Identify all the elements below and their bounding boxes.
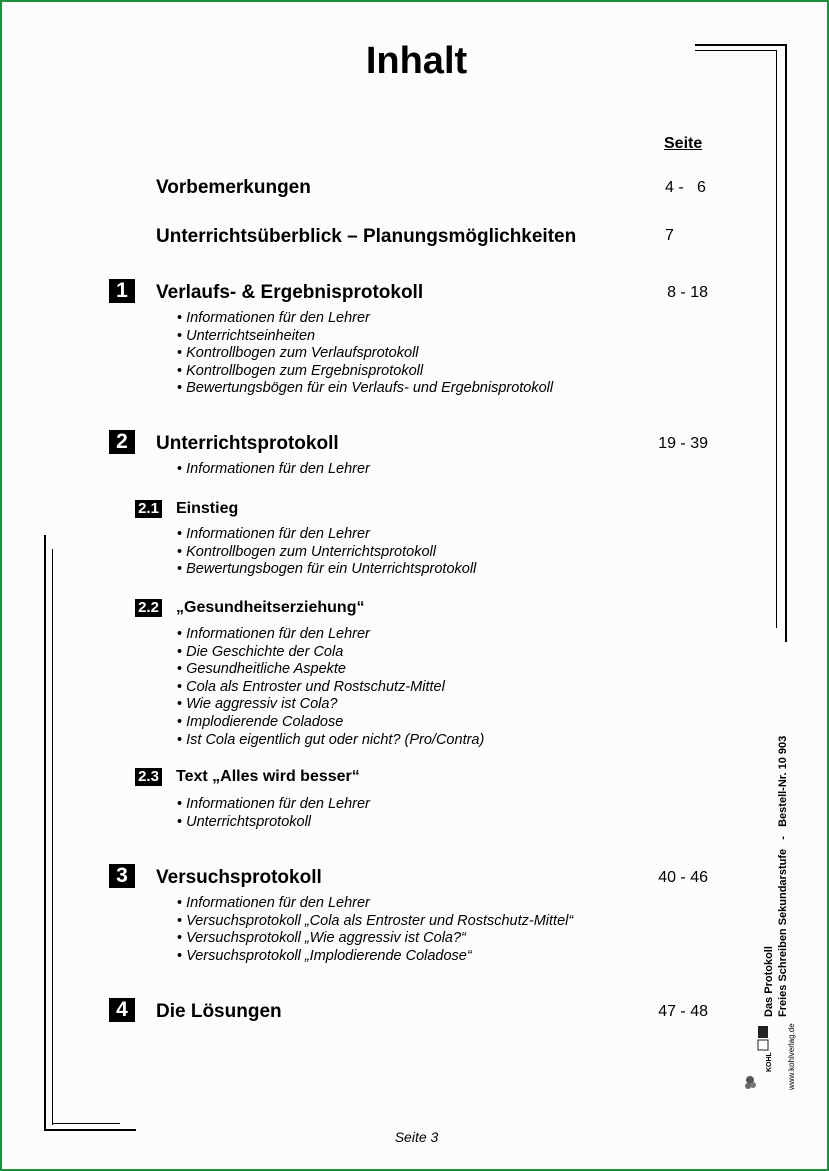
subsection-2-1-items xyxy=(177,526,476,579)
frame-line-right-inner xyxy=(776,50,777,628)
list-item: • Implodierende Coladose xyxy=(177,714,484,732)
list-item: • Unterrichtsprotokoll xyxy=(177,814,370,832)
list-item: • Versuchsprotokoll „Implodierende Coladose“ xyxy=(177,948,573,966)
page-title: Inhalt xyxy=(365,40,468,82)
seite-column-header: Seite xyxy=(664,135,703,152)
section-1-pages: 8 - 18 xyxy=(667,284,708,301)
sidebar-publication-info xyxy=(762,736,790,1017)
sidebar-subtitle: Freies Schreiben Sekundarstufe - Bestell-Nr. 10 903 xyxy=(777,735,789,1017)
list-item: • Die Geschichte der Cola xyxy=(177,644,484,662)
list-item: • Ist Cola eigentlich gut oder nicht? (Pro/Contra) xyxy=(177,732,484,750)
section-2-title: Unterrichtsprotokoll xyxy=(156,433,339,454)
list-item: • Informationen für den Lehrer xyxy=(177,310,553,328)
list-item: • Bewertungsbogen für ein Unterrichtsprotokoll xyxy=(177,561,476,579)
subsection-2-1-title: Einstieg xyxy=(176,500,239,517)
section-3-title: Versuchsprotokoll xyxy=(156,867,322,888)
section-4-pages: 47 - 48 xyxy=(658,1003,708,1020)
subsection-2-3-number: 2.3 xyxy=(135,768,162,786)
logo-text: KOHL xyxy=(766,1052,773,1072)
list-item: • Informationen für den Lehrer xyxy=(177,796,370,814)
publisher-url: www.kohlverlag.de xyxy=(787,1023,796,1090)
list-item: • Bewertungsbögen für ein Verlaufs- und Ergebnisprotokoll xyxy=(177,380,553,398)
list-item: • Unterrichtseinheiten xyxy=(177,328,553,346)
subsection-2-1-number: 2.1 xyxy=(135,500,162,518)
frame-line-left-inner xyxy=(52,549,53,1125)
list-item: • Versuchsprotokoll „Cola als Entroster und Rostschutz-Mittel“ xyxy=(177,913,573,931)
section-3-items xyxy=(177,895,573,965)
section-4-title: Die Lösungen xyxy=(156,1001,282,1022)
entry-vorbemerkungen-title: Vorbemerkungen xyxy=(156,177,311,198)
sidebar-title: Das Protokoll xyxy=(763,946,775,1017)
section-2-items xyxy=(177,461,370,479)
section-4-number: 4 xyxy=(109,998,135,1022)
subsection-2-2-items xyxy=(177,626,484,749)
list-item: • Informationen für den Lehrer xyxy=(177,526,476,544)
subsection-2-3-title: Text „Alles wird besser“ xyxy=(176,768,360,785)
section-1-items xyxy=(177,310,553,398)
list-item: • Wie aggressiv ist Cola? xyxy=(177,696,484,714)
list-item: • Kontrollbogen zum Verlaufsprotokoll xyxy=(177,345,553,363)
page-footer: Seite 3 xyxy=(394,1129,439,1145)
section-1-title: Verlaufs- & Ergebnisprotokoll xyxy=(156,282,424,303)
list-item: • Cola als Entroster und Rostschutz-Mittel xyxy=(177,679,484,697)
list-item: • Gesundheitliche Aspekte xyxy=(177,661,484,679)
list-item: • Informationen für den Lehrer xyxy=(177,626,484,644)
entry-ueberblick-pages: 7 xyxy=(665,227,674,244)
subsection-2-2-title: „Gesundheitserziehung“ xyxy=(176,599,365,616)
subsection-2-2-number: 2.2 xyxy=(135,599,162,617)
section-2-number: 2 xyxy=(109,430,135,454)
frame-line-right-outer xyxy=(785,44,787,642)
entry-vorbemerkungen-pages: 4 - 6 xyxy=(665,179,706,196)
frame-line-left-outer xyxy=(44,535,46,1131)
section-2-pages: 19 - 39 xyxy=(658,435,708,452)
section-1-number: 1 xyxy=(109,279,135,303)
list-item: • Kontrollbogen zum Unterrichtsprotokoll xyxy=(177,544,476,562)
section-3-pages: 40 - 46 xyxy=(658,869,708,886)
frame-line-bottom-left-inner xyxy=(52,1123,120,1124)
list-item: • Versuchsprotokoll „Wie aggressiv ist Cola?“ xyxy=(177,930,573,948)
subsection-2-3-items xyxy=(177,796,370,831)
list-item: • Kontrollbogen zum Ergebnisprotokoll xyxy=(177,363,553,381)
list-item: • Informationen für den Lehrer xyxy=(177,461,370,479)
entry-ueberblick-title: Unterrichtsüberblick – Planungsmöglichkeiten xyxy=(156,226,577,247)
section-3-number: 3 xyxy=(109,864,135,888)
list-item: • Informationen für den Lehrer xyxy=(177,895,573,913)
